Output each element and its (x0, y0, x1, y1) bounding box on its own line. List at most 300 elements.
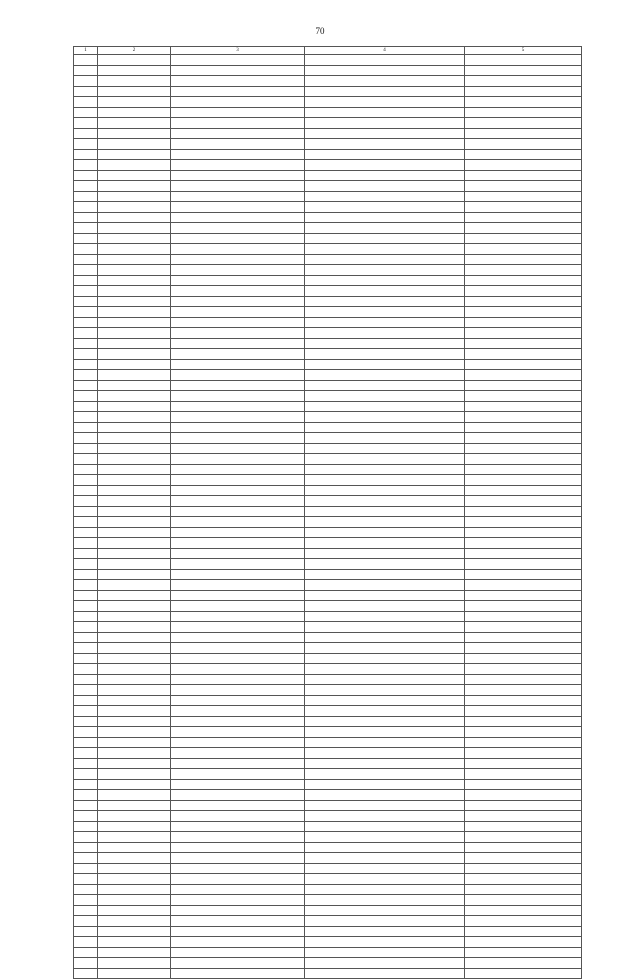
table-cell (171, 653, 305, 664)
table-row (74, 244, 582, 255)
table-cell (74, 590, 98, 601)
table-cell (74, 349, 98, 360)
table-cell (305, 790, 465, 801)
table-cell (74, 401, 98, 412)
table-cell (74, 191, 98, 202)
table-cell (305, 632, 465, 643)
table-cell (465, 569, 582, 580)
table-cell (74, 842, 98, 853)
table-cell (305, 443, 465, 454)
table-cell (305, 422, 465, 433)
table-cell (74, 328, 98, 339)
table-cell (74, 275, 98, 286)
table-cell (305, 454, 465, 465)
table-cell (74, 947, 98, 958)
table-cell (171, 706, 305, 717)
table-cell (98, 958, 171, 969)
table-cell (171, 433, 305, 444)
table-cell (465, 632, 582, 643)
table-cell (98, 422, 171, 433)
table-cell (171, 401, 305, 412)
table-cell (98, 128, 171, 139)
table-cell (98, 559, 171, 570)
table-cell (465, 685, 582, 696)
table-row (74, 748, 582, 759)
table-cell (305, 496, 465, 507)
table-cell (171, 212, 305, 223)
table-cell (74, 160, 98, 171)
table-cell (98, 370, 171, 381)
table-cell (171, 338, 305, 349)
table-cell (465, 307, 582, 318)
table-row (74, 842, 582, 853)
table-cell (74, 895, 98, 906)
table-cell (171, 968, 305, 979)
table-cell (465, 580, 582, 591)
table-cell (74, 86, 98, 97)
table-cell (305, 569, 465, 580)
table-cell (98, 286, 171, 297)
table-cell (171, 412, 305, 423)
table-cell (465, 958, 582, 969)
table-cell (98, 443, 171, 454)
table-cell (98, 664, 171, 675)
table-cell (98, 590, 171, 601)
table-cell (74, 653, 98, 664)
table-row (74, 275, 582, 286)
table-cell (171, 485, 305, 496)
table-cell (465, 769, 582, 780)
table-cell (305, 380, 465, 391)
table-row (74, 727, 582, 738)
table-cell (98, 149, 171, 160)
table-cell (465, 139, 582, 150)
table-cell (171, 296, 305, 307)
table-cell (305, 506, 465, 517)
table-cell (305, 611, 465, 622)
table-cell (74, 233, 98, 244)
table-cell (171, 548, 305, 559)
table-row (74, 559, 582, 570)
table-cell (305, 139, 465, 150)
table-row (74, 139, 582, 150)
table-cell (74, 517, 98, 528)
table-cell (74, 422, 98, 433)
table-cell (74, 139, 98, 150)
table-cell (74, 580, 98, 591)
table-cell (305, 559, 465, 570)
table-row (74, 884, 582, 895)
table-cell (305, 590, 465, 601)
table-cell (171, 139, 305, 150)
table-cell (74, 223, 98, 234)
table-cell (171, 328, 305, 339)
table-cell (74, 905, 98, 916)
table-row (74, 265, 582, 276)
table-cell (305, 517, 465, 528)
table-cell (171, 380, 305, 391)
table-cell (305, 874, 465, 885)
table-cell (305, 685, 465, 696)
table-cell (74, 821, 98, 832)
table-cell (305, 191, 465, 202)
table-cell (171, 674, 305, 685)
table-row (74, 947, 582, 958)
table-row (74, 412, 582, 423)
table-cell (74, 727, 98, 738)
table-cell (171, 464, 305, 475)
table-cell (171, 370, 305, 381)
table-cell (98, 475, 171, 486)
table-cell (305, 653, 465, 664)
table-cell (98, 76, 171, 87)
table-cell (465, 538, 582, 549)
table-cell (465, 475, 582, 486)
table-cell (171, 758, 305, 769)
table-cell (465, 244, 582, 255)
table-row (74, 811, 582, 822)
table-cell (74, 611, 98, 622)
table-cell (305, 464, 465, 475)
table-cell (465, 937, 582, 948)
table-cell (171, 422, 305, 433)
table-cell (305, 811, 465, 822)
table-cell (171, 55, 305, 66)
table-row (74, 370, 582, 381)
table-cell (171, 454, 305, 465)
table-cell (74, 643, 98, 654)
table-cell (98, 758, 171, 769)
table-cell (98, 863, 171, 874)
table-cell (74, 475, 98, 486)
table-cell (98, 779, 171, 790)
table-cell (98, 359, 171, 370)
table-row (74, 118, 582, 129)
table-cell (171, 65, 305, 76)
table-cell (171, 737, 305, 748)
table-cell (98, 254, 171, 265)
table-cell (74, 737, 98, 748)
table-cell (465, 485, 582, 496)
table-cell (305, 821, 465, 832)
table-cell (305, 905, 465, 916)
table-cell (74, 55, 98, 66)
table-cell (171, 97, 305, 108)
table-cell (171, 128, 305, 139)
table-row (74, 170, 582, 181)
table-cell (171, 622, 305, 633)
table-cell (98, 632, 171, 643)
table-cell (74, 601, 98, 612)
column-number: 2 (98, 47, 171, 55)
table-cell (465, 328, 582, 339)
table-cell (171, 559, 305, 570)
table-cell (465, 947, 582, 958)
table-cell (98, 916, 171, 927)
table-cell (74, 454, 98, 465)
table-cell (74, 443, 98, 454)
table-row (74, 916, 582, 927)
table-cell (305, 727, 465, 738)
table-row (74, 674, 582, 685)
table-cell (305, 97, 465, 108)
table-cell (171, 160, 305, 171)
table-row (74, 338, 582, 349)
table-row (74, 296, 582, 307)
table-cell (171, 800, 305, 811)
table-cell (74, 506, 98, 517)
table-cell (171, 202, 305, 213)
table-cell (171, 275, 305, 286)
table-row (74, 622, 582, 633)
table-cell (74, 317, 98, 328)
table-row (74, 580, 582, 591)
table-cell (465, 212, 582, 223)
table-cell (305, 370, 465, 381)
table-cell (98, 538, 171, 549)
table-row (74, 643, 582, 654)
table-cell (465, 842, 582, 853)
table-cell (465, 727, 582, 738)
table-cell (305, 937, 465, 948)
table-cell (465, 506, 582, 517)
table-cell (465, 97, 582, 108)
table-cell (171, 611, 305, 622)
table-cell (74, 286, 98, 297)
table-cell (171, 580, 305, 591)
table-cell (305, 202, 465, 213)
table-cell (305, 212, 465, 223)
table-cell (74, 958, 98, 969)
table-row (74, 76, 582, 87)
table-cell (305, 76, 465, 87)
column-number: 5 (465, 47, 582, 55)
table-row (74, 55, 582, 66)
table-cell (98, 622, 171, 633)
table-cell (171, 506, 305, 517)
table-cell (465, 622, 582, 633)
table-cell (98, 737, 171, 748)
table-cell (465, 391, 582, 402)
table-cell (465, 716, 582, 727)
table-cell (171, 842, 305, 853)
table-row (74, 181, 582, 192)
table-row (74, 958, 582, 969)
table-cell (74, 380, 98, 391)
table-row (74, 128, 582, 139)
table-cell (465, 496, 582, 507)
table-cell (305, 254, 465, 265)
table-row (74, 863, 582, 874)
table-row (74, 191, 582, 202)
table-cell (305, 716, 465, 727)
table-cell (171, 317, 305, 328)
table-cell (171, 685, 305, 696)
table-cell (465, 674, 582, 685)
table-cell (74, 212, 98, 223)
table-cell (305, 800, 465, 811)
table-cell (171, 286, 305, 297)
table-cell (171, 349, 305, 360)
table-cell (305, 286, 465, 297)
table-cell (305, 580, 465, 591)
table-cell (98, 811, 171, 822)
table-row (74, 454, 582, 465)
table-cell (465, 370, 582, 381)
table-cell (171, 916, 305, 927)
table-cell (74, 748, 98, 759)
table-cell (465, 349, 582, 360)
table-cell (171, 391, 305, 402)
table-row (74, 779, 582, 790)
table-row (74, 506, 582, 517)
table-cell (465, 65, 582, 76)
table-cell (305, 55, 465, 66)
table-cell (465, 454, 582, 465)
table-cell (74, 884, 98, 895)
table-cell (171, 664, 305, 675)
table-cell (305, 968, 465, 979)
table-cell (171, 811, 305, 822)
table-cell (98, 244, 171, 255)
table-cell (465, 160, 582, 171)
table-cell (305, 832, 465, 843)
table-cell (74, 496, 98, 507)
table-cell (465, 191, 582, 202)
table-cell (465, 275, 582, 286)
table-cell (465, 170, 582, 181)
table-cell (465, 401, 582, 412)
table-row (74, 926, 582, 937)
table-row (74, 937, 582, 948)
table-cell (98, 580, 171, 591)
table-row (74, 895, 582, 906)
table-cell (74, 359, 98, 370)
table-cell (305, 527, 465, 538)
table-cell (465, 863, 582, 874)
table-cell (98, 937, 171, 948)
table-cell (465, 653, 582, 664)
table-cell (171, 496, 305, 507)
table-cell (98, 821, 171, 832)
table-cell (98, 139, 171, 150)
table-row (74, 107, 582, 118)
table-cell (74, 779, 98, 790)
table-cell (74, 464, 98, 475)
table-row (74, 821, 582, 832)
table-cell (465, 76, 582, 87)
table-cell (74, 296, 98, 307)
table-cell (74, 244, 98, 255)
table-row (74, 905, 582, 916)
table-cell (305, 359, 465, 370)
table-cell (465, 758, 582, 769)
table-cell (98, 55, 171, 66)
table-row (74, 464, 582, 475)
table-cell (74, 811, 98, 822)
table-row (74, 716, 582, 727)
table-cell (171, 590, 305, 601)
table-cell (98, 107, 171, 118)
table-row (74, 349, 582, 360)
table-cell (98, 223, 171, 234)
table-cell (305, 769, 465, 780)
table-cell (171, 643, 305, 654)
table-row (74, 391, 582, 402)
table-cell (171, 779, 305, 790)
table-cell (98, 706, 171, 717)
table-cell (98, 601, 171, 612)
table-cell (305, 401, 465, 412)
table-cell (305, 181, 465, 192)
table-cell (171, 821, 305, 832)
table-cell (74, 769, 98, 780)
table-row (74, 569, 582, 580)
table-row (74, 968, 582, 979)
table-cell (171, 307, 305, 318)
table-cell (98, 160, 171, 171)
table-cell (98, 97, 171, 108)
table-cell (98, 716, 171, 727)
table-row (74, 401, 582, 412)
table-cell (465, 779, 582, 790)
table-row (74, 443, 582, 454)
table-cell (98, 328, 171, 339)
table-row (74, 254, 582, 265)
table-cell (171, 517, 305, 528)
table-cell (305, 674, 465, 685)
table-row (74, 653, 582, 664)
table-cell (465, 832, 582, 843)
table-cell (98, 674, 171, 685)
table-cell (98, 800, 171, 811)
table-cell (171, 695, 305, 706)
table-cell (171, 76, 305, 87)
table-cell (74, 433, 98, 444)
table-cell (305, 664, 465, 675)
table-cell (465, 748, 582, 759)
table-cell (305, 86, 465, 97)
table-cell (171, 443, 305, 454)
table-cell (98, 905, 171, 916)
table-cell (98, 517, 171, 528)
table-cell (465, 433, 582, 444)
table-row (74, 202, 582, 213)
table-row (74, 853, 582, 864)
table-cell (305, 433, 465, 444)
table-row (74, 212, 582, 223)
table-row (74, 86, 582, 97)
table-cell (98, 65, 171, 76)
table-cell (98, 611, 171, 622)
table-cell (305, 128, 465, 139)
table-cell (171, 748, 305, 759)
table-cell (74, 254, 98, 265)
table-cell (465, 86, 582, 97)
table-cell (98, 790, 171, 801)
table-cell (98, 842, 171, 853)
table-cell (465, 296, 582, 307)
table-cell (74, 181, 98, 192)
table-cell (465, 926, 582, 937)
table-cell (465, 895, 582, 906)
table-row (74, 527, 582, 538)
table-cell (465, 443, 582, 454)
table-cell (171, 569, 305, 580)
table-cell (74, 338, 98, 349)
table-row (74, 758, 582, 769)
table-cell (171, 790, 305, 801)
